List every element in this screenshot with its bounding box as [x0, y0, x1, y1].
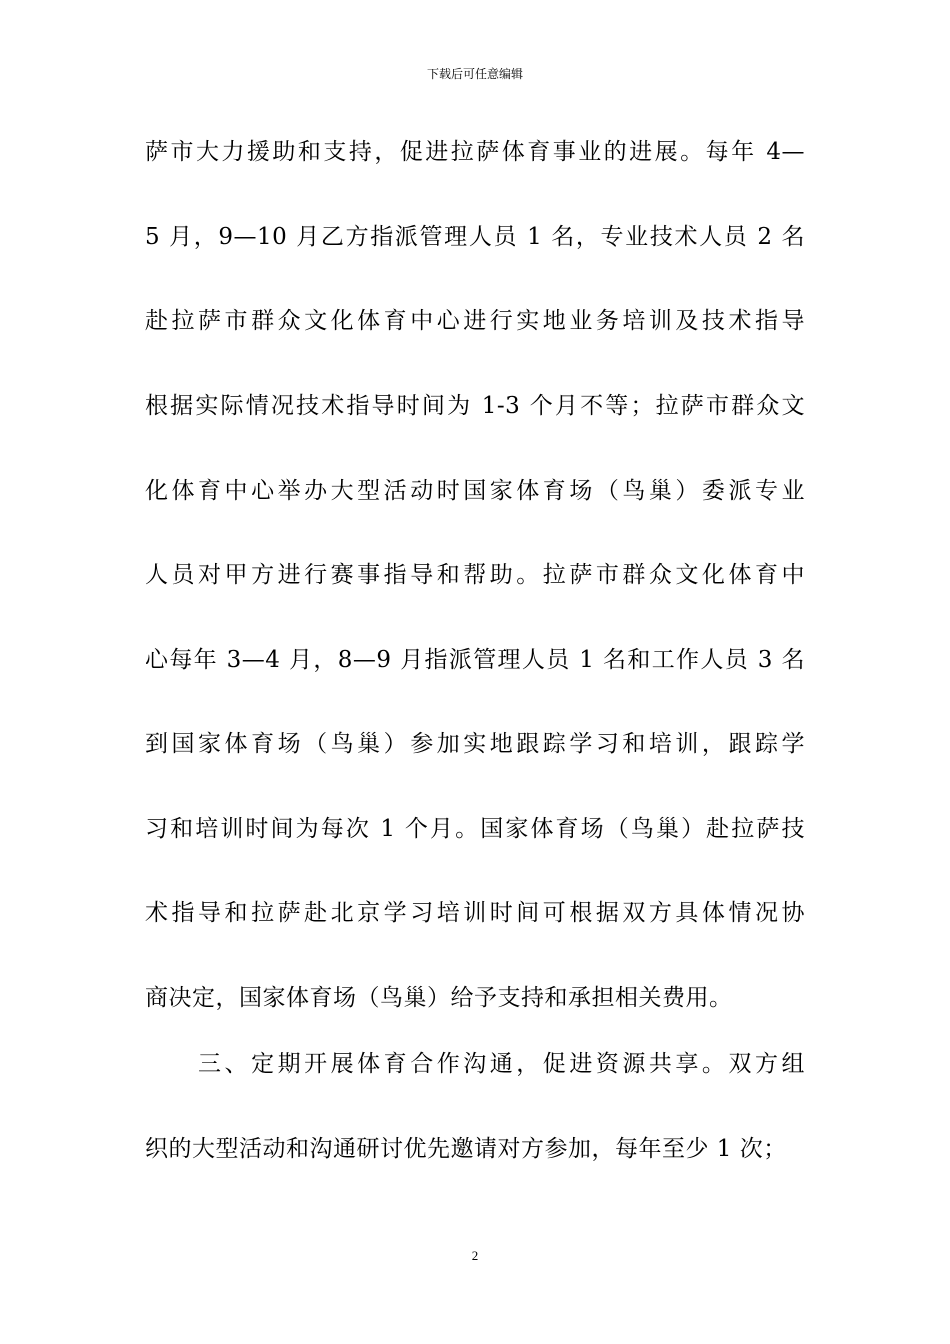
text-line: 心每年 3—4 月，8—9 月指派管理人员 1 名和工作人员 3 名: [145, 647, 805, 673]
text-line: 萨市大力援助和支持，促进拉萨体育事业的进展。每年 4—: [145, 139, 805, 165]
text-line: 5 月，9—10 月乙方指派管理人员 1 名，专业技术人员 2 名: [145, 224, 805, 250]
page-header: 下载后可任意编辑: [426, 67, 523, 81]
page-number: 2: [471, 1248, 479, 1263]
text-line: 化体育中心举办大型活动时国家体育场（鸟巢）委派专业: [145, 478, 805, 504]
text-line: 织的大型活动和沟通研讨优先邀请对方参加，每年至少 1 次；: [145, 1136, 787, 1162]
text-line: 习和培训时间为每次 1 个月。国家体育场（鸟巢）赴拉萨技: [145, 816, 805, 842]
text-line: 赴拉萨市群众文化体育中心进行实地业务培训及技术指导: [145, 308, 805, 334]
text-line: 商决定，国家体育场（鸟巢）给予支持和承担相关费用。: [145, 985, 733, 1011]
text-line: 人员对甲方进行赛事指导和帮助。拉萨市群众文化体育中: [145, 562, 805, 588]
text-line: 根据实际情况技术指导时间为 1-3 个月不等；拉萨市群众文: [145, 393, 805, 419]
text-line: 三、定期开展体育合作沟通，促进资源共享。双方组: [145, 1051, 805, 1077]
text-line: 到国家体育场（鸟巢）参加实地跟踪学习和培训，跟踪学: [145, 731, 805, 757]
text-line: 术指导和拉萨赴北京学习培训时间可根据双方具体情况协: [145, 900, 805, 926]
